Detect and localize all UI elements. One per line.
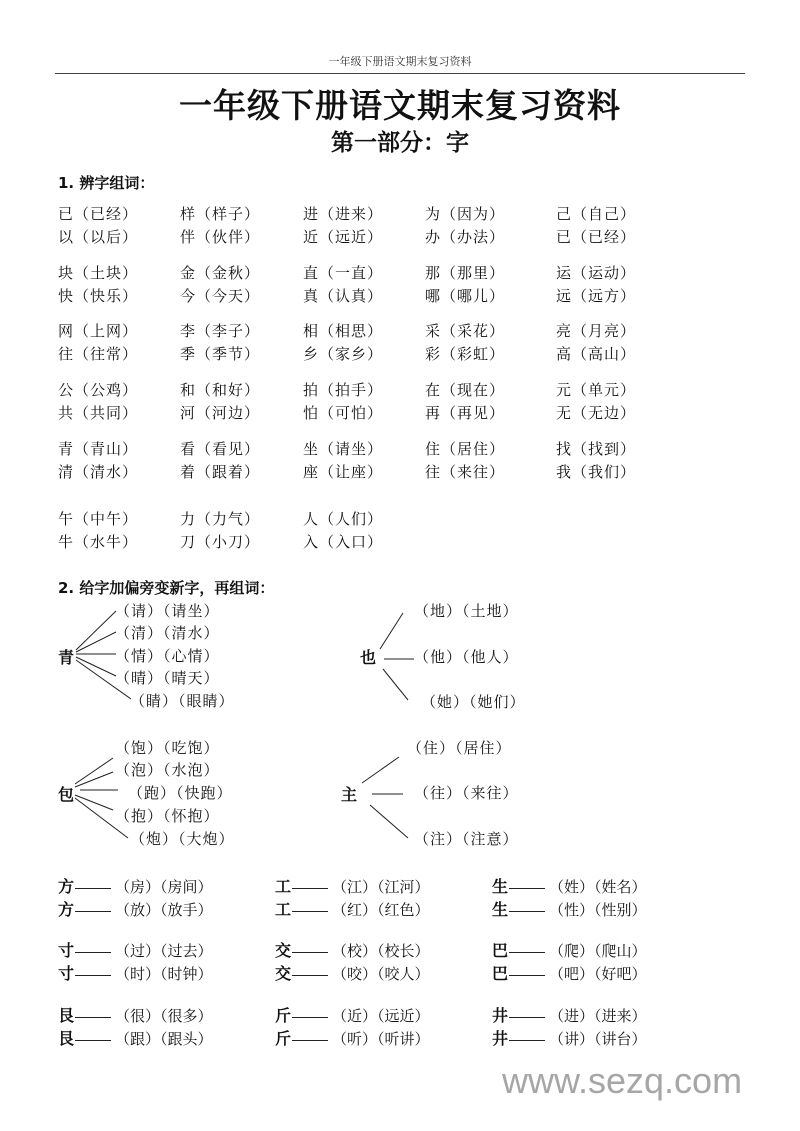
tree-branch: （她）（她们） — [421, 693, 526, 711]
dash-line — [292, 888, 328, 889]
pair-item — [275, 1026, 430, 1049]
pair-text: （讲）（讲台） — [549, 1030, 647, 1048]
pair-text: （过）（过去） — [115, 942, 213, 960]
word-item: 彩（彩虹） — [425, 345, 506, 363]
pair-text: （性）（性别） — [549, 901, 647, 919]
word-item: 近（远近） — [303, 228, 384, 246]
pair-item — [58, 961, 213, 984]
running-header: 一年级下册语文期末复习资料 — [328, 55, 472, 68]
dash-line — [509, 1040, 545, 1041]
word-item: 样（样子） — [180, 205, 261, 223]
page-subtitle: 第一部分：字 — [331, 129, 469, 156]
dash-line — [75, 1040, 111, 1041]
word-item: 坐（请坐） — [303, 440, 384, 458]
word-item: 远（远方） — [556, 287, 637, 305]
dash-line — [292, 975, 328, 976]
word-item: 力（力气） — [180, 510, 261, 528]
pair-item — [58, 1026, 213, 1049]
section1-heading: 1. 辨字组词： — [58, 174, 155, 192]
word-item: 往（来往） — [425, 463, 506, 481]
word-item: 再（再见） — [425, 404, 506, 422]
pair-text: （近）（远近） — [332, 1007, 430, 1025]
word-item: 已（已经） — [556, 228, 637, 246]
word-item: 共（共同） — [58, 404, 139, 422]
word-item: 公（公鸡） — [58, 381, 139, 399]
word-item: 人（人们） — [303, 510, 384, 528]
word-item: 看（看见） — [180, 440, 261, 458]
word-item: 快（快乐） — [58, 287, 139, 305]
dash-line — [509, 888, 545, 889]
word-item: 网（上网） — [58, 322, 139, 340]
pair-text: （咬）（咬人） — [332, 965, 430, 983]
pair-text: （跟）（跟头） — [115, 1030, 213, 1048]
pair-text: （校）（校长） — [332, 942, 430, 960]
word-item: 以（以后） — [58, 228, 139, 246]
word-item: 今（今天） — [180, 287, 261, 305]
pair-root: 方 — [58, 900, 75, 919]
pair-root: 艮 — [58, 1029, 75, 1048]
dash-line — [509, 1017, 545, 1018]
pair-item — [492, 1026, 647, 1049]
word-item: 哪（哪儿） — [425, 287, 506, 305]
pair-text: （姓）（姓名） — [549, 878, 647, 896]
word-item: 我（我们） — [556, 463, 637, 481]
pair-text: （听）（听讲） — [332, 1030, 430, 1048]
word-item: 进（进来） — [303, 205, 384, 223]
dash-line — [509, 975, 545, 976]
pair-root: 巴 — [492, 941, 509, 960]
tree-branch: （清）（清水） — [115, 624, 220, 642]
pair-root: 井 — [492, 1006, 509, 1025]
tree-branch: （他）（他人） — [414, 648, 519, 666]
word-item: 亮（月亮） — [556, 322, 637, 340]
pair-root: 生 — [492, 900, 509, 919]
word-item: 为（因为） — [425, 205, 506, 223]
word-item: 那（那里） — [425, 264, 506, 282]
pair-root: 寸 — [58, 941, 75, 960]
pair-root: 工 — [275, 900, 292, 919]
word-item: 采（采花） — [425, 322, 506, 340]
pair-item — [58, 874, 213, 897]
dash-line — [75, 975, 111, 976]
tree-branch: （往）（来往） — [414, 784, 519, 802]
dash-line — [292, 1040, 328, 1041]
watermark: www.sezq.com — [502, 1060, 743, 1101]
tree-branch: （住）（居住） — [407, 739, 512, 757]
dash-line — [75, 911, 111, 912]
pair-text: （江）（江河） — [332, 878, 430, 896]
word-item: 刀（小刀） — [180, 533, 261, 551]
word-item: 金（金秋） — [180, 264, 261, 282]
pair-root: 寸 — [58, 964, 75, 983]
pair-item — [492, 938, 647, 961]
pair-item — [275, 1003, 430, 1026]
word-item: 乡（家乡） — [303, 345, 384, 363]
pair-item — [492, 1003, 647, 1026]
dash-line — [292, 911, 328, 912]
pair-item — [275, 938, 430, 961]
tree-branch: （饱）（吃饱） — [115, 739, 220, 757]
word-item: 已（已经） — [58, 205, 139, 223]
tree-root: 主 — [341, 785, 358, 804]
word-item: 清（清水） — [58, 463, 139, 481]
pair-root: 斤 — [275, 1006, 292, 1025]
tree-branch: （炮）（大炮） — [130, 830, 235, 848]
dash-line — [509, 911, 545, 912]
pair-root: 斤 — [275, 1029, 292, 1048]
dash-line — [509, 952, 545, 953]
dash-line — [75, 952, 111, 953]
tree-branch: （晴）（晴天） — [115, 669, 220, 687]
tree-root: 包 — [58, 785, 75, 804]
word-item: 块（土块） — [58, 264, 139, 282]
tree-root: 也 — [360, 648, 377, 667]
dash-line — [75, 888, 111, 889]
pair-item — [275, 961, 430, 984]
pair-item — [275, 897, 430, 920]
word-item: 午（中午） — [58, 510, 139, 528]
word-item: 在（现在） — [425, 381, 506, 399]
tree-branch: （情）（心情） — [115, 647, 220, 665]
pair-root: 交 — [275, 964, 292, 983]
word-item: 拍（拍手） — [303, 381, 384, 399]
tree-branch: （地）（土地） — [414, 602, 519, 620]
word-item: 真（认真） — [303, 287, 384, 305]
pair-root: 巴 — [492, 964, 509, 983]
word-item: 着（跟着） — [180, 463, 261, 481]
dash-line — [292, 1017, 328, 1018]
word-item: 找（找到） — [556, 440, 637, 458]
word-item: 运（运动） — [556, 264, 637, 282]
word-item: 入（入口） — [303, 533, 384, 551]
word-item: 伴（伙伴） — [180, 228, 261, 246]
word-item: 直（一直） — [303, 264, 384, 282]
word-item: 住（居住） — [425, 440, 506, 458]
word-item: 高（高山） — [556, 345, 637, 363]
pair-root: 方 — [58, 877, 75, 896]
word-item: 怕（可怕） — [303, 404, 384, 422]
tree-root: 青 — [58, 648, 75, 667]
tree-branch: （注）（注意） — [414, 830, 519, 848]
pair-text: （很）（很多） — [115, 1007, 213, 1025]
word-item: 相（相思） — [303, 322, 384, 340]
section2-heading: 2. 给字加偏旁变新字，再组词： — [58, 579, 275, 597]
word-item: 无（无边） — [556, 404, 637, 422]
word-item: 牛（水牛） — [58, 533, 139, 551]
word-item: 座（让座） — [303, 463, 384, 481]
tree-branch: （泡）（水泡） — [115, 761, 220, 779]
pair-item — [58, 1003, 213, 1026]
tree-branch: （跑）（快跑） — [128, 784, 233, 802]
word-item: 元（单元） — [556, 381, 637, 399]
word-item: 河（河边） — [180, 404, 261, 422]
tree-branch: （睛）（眼睛） — [130, 692, 235, 710]
pair-root: 交 — [275, 941, 292, 960]
word-item: 和（和好） — [180, 381, 261, 399]
tree-branch: （抱）（怀抱） — [115, 807, 220, 825]
word-item: 季（季节） — [180, 345, 261, 363]
header-divider — [55, 73, 745, 74]
pair-item — [58, 897, 213, 920]
pair-text: （爬）（爬山） — [549, 942, 647, 960]
pair-item — [492, 961, 647, 984]
pair-root: 艮 — [58, 1006, 75, 1025]
pair-root: 工 — [275, 877, 292, 896]
dash-line — [75, 1017, 111, 1018]
word-item: 李（李子） — [180, 322, 261, 340]
pair-text: （红）（红色） — [332, 901, 430, 919]
pair-item — [275, 874, 430, 897]
pair-text: （吧）（好吧） — [549, 965, 647, 983]
word-item: 己（自己） — [556, 205, 637, 223]
pair-text: （房）（房间） — [115, 878, 213, 896]
pair-text: （放）（放手） — [115, 901, 213, 919]
pair-text: （时）（时钟） — [115, 965, 213, 983]
pair-item — [492, 874, 647, 897]
pair-text: （进）（进来） — [549, 1007, 647, 1025]
dash-line — [292, 952, 328, 953]
page-title: 一年级下册语文期末复习资料 — [179, 86, 621, 125]
pair-root: 井 — [492, 1029, 509, 1048]
word-item: 办（办法） — [425, 228, 506, 246]
tree-branch: （请）（请坐） — [115, 602, 220, 620]
word-item: 往（往常） — [58, 345, 139, 363]
word-item: 青（青山） — [58, 440, 139, 458]
pair-item — [58, 938, 213, 961]
pair-root: 生 — [492, 877, 509, 896]
pair-item — [492, 897, 647, 920]
